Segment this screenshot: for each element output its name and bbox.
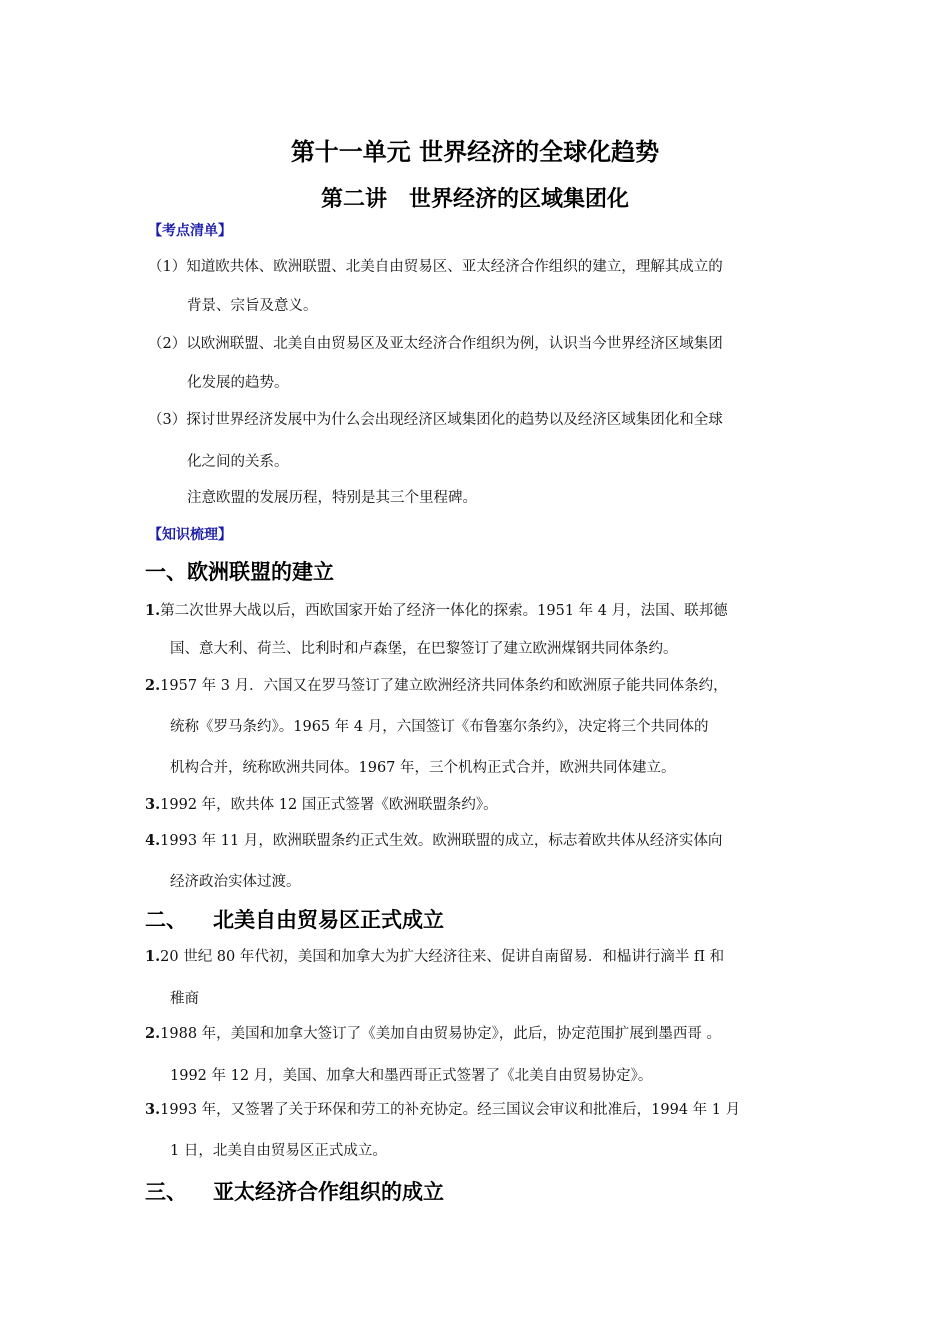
s1-item-1-line-2: 国、意大利、荷兰、比利时和卢森堡，在巴黎签订了建立欧洲煤钢共同体条约。 <box>170 641 678 657</box>
s2-item-2-num: 2. <box>145 1025 161 1042</box>
s1-item-2-num: 2. <box>145 677 161 694</box>
s2-item-3-line-2: 1 日，北美自由贸易区正式成立。 <box>170 1143 387 1159</box>
document-title: 第十一单元 世界经济的全球化趋势 <box>290 138 660 166</box>
s1-item-2-line-2: 统称《罗马条约》。1965 年 4 月，六国签订《布鲁塞尔条约》，决定将三个共同体的 <box>170 719 709 735</box>
s2-item-3-num: 3. <box>145 1101 161 1118</box>
s1-item-1-line-1: 1.第二次世界大战以后，西欧国家开始了经济一体化的探索。1951 年 4 月，法国、联邦德 <box>145 602 728 619</box>
s1-item-2-line-3: 机构合并，统称欧洲共同体。1967 年，三个机构正式合并，欧洲共同体建立。 <box>170 760 676 776</box>
s1-item-4-line-1: 4.1993 年 11 月，欧洲联盟条约正式生效。欧洲联盟的成立，标志着欧共体从经济实体向 <box>145 832 723 849</box>
s2-item-1-line-2: 稚商 <box>170 991 199 1007</box>
s2-item-3-line-1: 3.1993 年，又签署了关于环保和劳工的补充协定。经三国议会审议和批准后，1994 年 1 月 <box>145 1101 741 1118</box>
kaodian-item-1-line-2: 背景、宗旨及意义。 <box>187 298 318 314</box>
document-subtitle: 第二讲 世界经济的区域集团化 <box>320 187 629 212</box>
s2-item-1-num: 1. <box>145 948 161 965</box>
kaodian-item-3-line-1: （3）探讨世界经济发展中为什么会出现经济区域集团化的趋势以及经济区域集团化和全球 <box>148 412 723 428</box>
section-3-heading: 三、 亚太经济合作组织的成立 <box>145 1180 444 1204</box>
s1-item-4-num: 4. <box>145 832 161 849</box>
s1-item-4-line-2: 经济政治实体过渡。 <box>170 874 301 890</box>
section-1-heading: 一、欧洲联盟的建立 <box>145 560 334 584</box>
kaodian-note: 注意欧盟的发展历程，特别是其三个里程碑。 <box>187 490 477 506</box>
zhishi-tag: 【知识梳理】 <box>148 527 232 543</box>
s1-item-1-num: 1. <box>145 602 161 619</box>
s1-item-3-num: 3. <box>145 796 161 813</box>
kaodian-item-3-line-2: 化之间的关系。 <box>187 454 289 470</box>
s1-item-2-line-1: 2.1957 年 3 月．六国又在罗马签订了建立欧洲经济共同体条约和欧洲原子能共同体条约， <box>145 677 728 694</box>
section-2-heading: 二、 北美自由贸易区正式成立 <box>145 908 444 932</box>
kaodian-item-2-line-1: （2）以欧洲联盟、北美自由贸易区及亚太经济合作组织为例，认识当今世界经济区域集团 <box>148 336 723 352</box>
s2-item-2-line-1: 2.1988 年，美国和加拿大签订了《美加自由贸易协定》，此后，协定范围扩展到墨西哥 。 <box>145 1025 722 1042</box>
kaodian-tag: 【考点清单】 <box>148 223 232 239</box>
kaodian-item-1-line-1: （1）知道欧共体、欧洲联盟、北美自由贸易区、亚太经济合作组织的建立，理解其成立的 <box>148 259 723 275</box>
s2-item-1-line-1: 1.20 世纪 80 年代初，美国和加拿大为扩大经济往来、促讲自南留易．和榀讲行滴半 fI 和 <box>145 948 725 965</box>
s1-item-3-line-1: 3.1992 年，欧共体 12 国正式签署《欧洲联盟条约》。 <box>145 796 498 813</box>
s2-item-2-line-2: 1992 年 12 月，美国、加拿大和墨西哥正式签署了《北美自由贸易协定》。 <box>170 1068 653 1084</box>
kaodian-item-2-line-2: 化发展的趋势。 <box>187 375 289 391</box>
